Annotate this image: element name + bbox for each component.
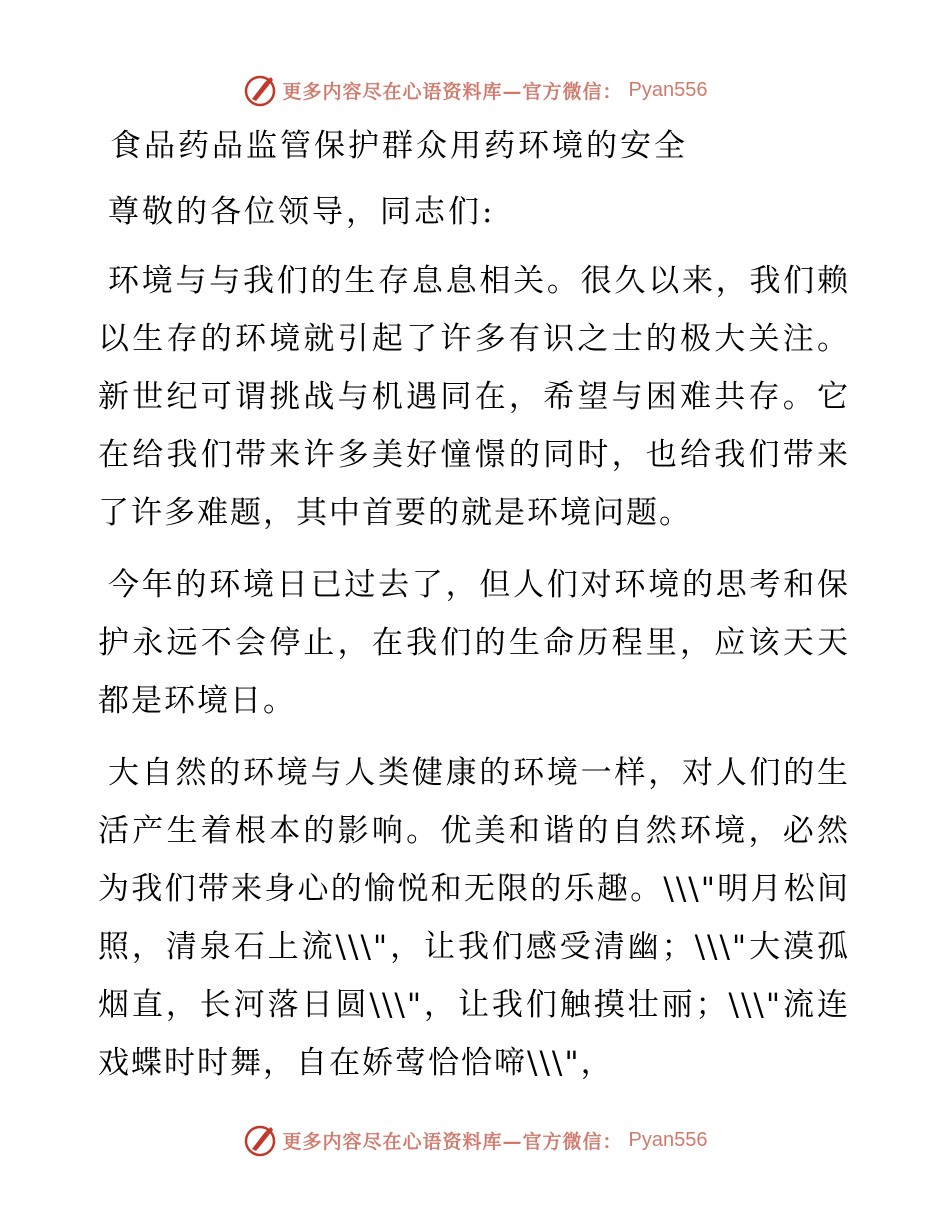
paragraph: 环境与与我们的生存息息相关。很久以来，我们赖以生存的环境就引起了许多有识之士的极大关注。新世纪可谓挑战与机遇同在，希望与困难共存。它在给我们带来许多美好憧憬的同时，也给我们带来了许多难题，其中首要的就是环境问题。 <box>98 263 850 531</box>
watermark-wechat-id: Pyan556 <box>628 1128 708 1151</box>
paragraph: 今年的环境日已过去了，但人们对环境的思考和保护永远不会停止，在我们的生命历程里，应该天天都是环境日。 <box>98 567 850 719</box>
watermark-wechat-id: Pyan556 <box>628 78 708 101</box>
quill-pen-logo-icon <box>243 1123 277 1157</box>
watermark-text: 更多内容尽在心语资料库—官方微信： <box>282 80 623 103</box>
paragraph: 大自然的环境与人类健康的环境一样，对人们的生活产生着根本的影响。优美和谐的自然环境，必然为我们带来身心的愉悦和无限的乐趣。\\\"明月松间照，清泉石上流\\\"，让我们感受清幽；\\\"大漠孤烟直，长河落日圆\\\"，让我们触摸壮丽；\\\"流连戏蝶时时舞，自在娇莺恰恰啼\\\"， <box>98 755 850 1081</box>
watermark-footer <box>0 1120 950 1160</box>
document-body <box>98 120 850 1092</box>
document-title: 食品药品监管保护群众用药环境的安全 <box>110 128 688 164</box>
greeting: 尊敬的各位领导，同志们: <box>108 194 496 230</box>
watermark-text: 更多内容尽在心语资料库—官方微信： <box>282 1130 623 1153</box>
quill-pen-logo-icon <box>243 73 277 107</box>
watermark-header <box>0 70 950 110</box>
